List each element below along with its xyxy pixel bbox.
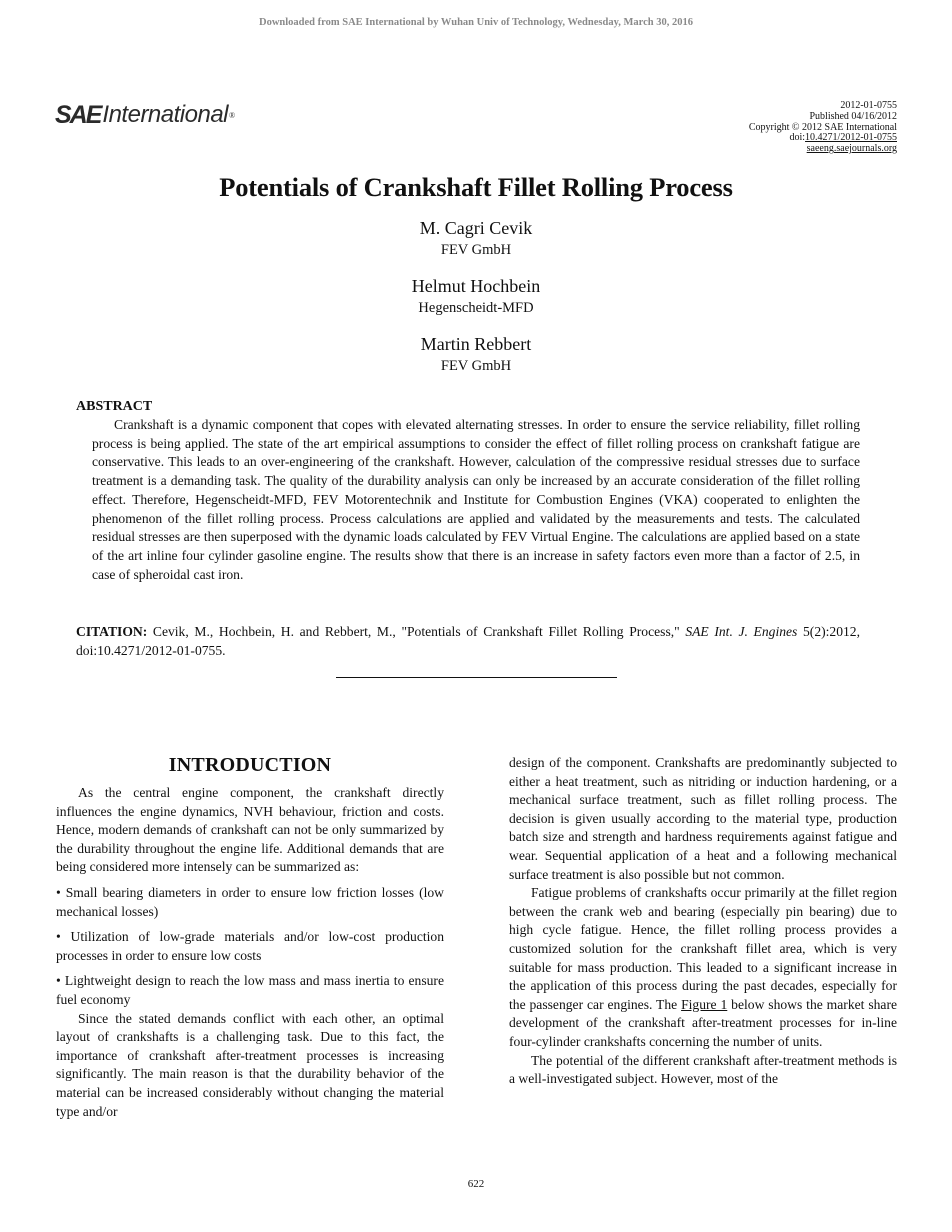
page-number: 622 xyxy=(467,1178,485,1190)
abstract-heading: ABSTRACT xyxy=(76,399,153,414)
author-affiliation: FEV GmbH xyxy=(440,242,512,258)
journal-site-link[interactable]: saeeng.saejournals.org xyxy=(806,143,897,155)
publication-meta xyxy=(749,101,897,155)
paragraph-text: Fatigue problems of crankshafts occur primarily at the fillet region between the crank web and bearing (especially pin bearing) due to high cycle fatigue. Hence, the fillet rolling process provides a customized solution for the crankshaft fillet area, which is very suitable for mass production. This leaded to a significant increase in the application of this process during the past decades, especially for the passenger car engines. The xyxy=(509,885,897,1012)
citation xyxy=(76,623,860,660)
divider-rule xyxy=(336,677,617,678)
sae-international-logo xyxy=(55,100,235,130)
author-affiliation: Hegenscheidt-MFD xyxy=(418,300,534,316)
bullet-item: • Utilization of low-grade materials and/or low-cost production processes in order to ensure low costs xyxy=(56,929,444,963)
author-affiliation: FEV GmbH xyxy=(440,358,512,374)
paragraph: The potential of the different crankshaft after-treatment methods is a well-investigated subject. However, most of the xyxy=(509,1052,897,1087)
paragraph: Since the stated demands conflict with each other, an optimal layout of crankshafts is a challenging task. Due to this fact, the importance of crankshaft after-treatment processes is increasing significantly. The main reason is that the durability behavior of the material can be increased considerably without changing the material type and/or xyxy=(56,1010,444,1119)
author-name: Martin Rebbert xyxy=(420,334,532,354)
copyright: Copyright © 2012 SAE International xyxy=(748,121,897,133)
paragraph xyxy=(509,884,897,1051)
author-name: M. Cagri Cevik xyxy=(419,218,533,238)
logo-international-text: International xyxy=(102,101,228,128)
section-heading-introduction: INTRODUCTION xyxy=(168,754,332,776)
download-banner: Downloaded from SAE International by Wuhan Univ of Technology, Wednesday, March 30, 2016 xyxy=(259,17,693,28)
doi-prefix: doi: xyxy=(789,132,806,144)
right-column xyxy=(509,754,897,1089)
paper-title: Potentials of Crankshaft Fillet Rolling Process xyxy=(219,172,733,202)
citation-text: Cevik, M., Hochbein, H. and Rebbert, M., "Potentials of Crankshaft Fillet Rolling Process," xyxy=(147,624,686,639)
bullet-item: • Lightweight design to reach the low mass and mass inertia to ensure fuel economy xyxy=(56,973,444,1007)
logo-sae-text: SAE xyxy=(55,100,101,129)
paragraph: As the central engine component, the crankshaft directly influences the engine dynamics, NVH behaviour, friction and costs. Hence, modern demands of crankshaft can not be only summarized by the durability throughout the engine life. Additional demands that are being considered more intensely can be summarized as: xyxy=(56,785,444,875)
doi-link[interactable]: 10.4271/2012-01-0755 xyxy=(805,132,897,144)
citation-label: CITATION: xyxy=(76,624,148,639)
bullet-item: • Small bearing diameters in order to ensure low friction losses (low mechanical losses) xyxy=(56,884,444,919)
citation-volume: 5(2):2012, doi:10.4271/2012-01-0755. xyxy=(76,624,860,658)
citation-journal: SAE Int. J. Engines xyxy=(685,624,798,639)
paragraph: design of the component. Crankshafts are predominantly subjected to either a heat treatment, such as nitriding or induction hardening, or a mechanical surface treatment, such as fillet rolling process. The decision is given usually according to the material type, production batch size and strength and hardness requirements against fatigue and wear. Sequential application of a heat and a following mechanical surface treatment is also possible but not common. xyxy=(509,755,897,882)
figure-1-link[interactable]: Figure 1 xyxy=(681,996,728,1012)
registered-mark: ® xyxy=(229,110,236,120)
paragraph-text: below shows the market share development of the crankshaft after-treatment processes for in-line four-cylinder crankshafts concerning the number of units. xyxy=(509,996,898,1049)
abstract-text: Crankshaft is a dynamic component that copes with elevated alternating stresses. In order to ensure the service reliability, fillet rolling process is being applied. The state of the art empirical assumptions to consider the effect of fillet rolling process on crankshaft fatigue are conservative. This leads to an over-engineering of the crankshaft. However, calculation of the compressive residual stresses due to surface treatment is a demanding task. The quality of the durability analysis can only be increased by an accurate consideration of the fillet rolling effect. Therefore, Hegenscheidt-MFD, FEV Motorentechnik and Institute for Combustion Engines (VKA) cooperated to enlighten the phenomenon of the fillet rolling process. Process calculations are applied and validated by the measurements and tests. The calculated residual stresses are then superposed with the dynamic loads calculated by FEV Virtual Engine. The calculations are applied based on a state of the art inline four cylinder gasoline engine. The results show that there is an increase in safety factors even more than a factor of 2.5, in case of spheroidal cast iron. xyxy=(92,417,860,582)
paper-id: 2012-01-0755 xyxy=(840,100,897,111)
published-date: Published 04/16/2012 xyxy=(809,110,897,122)
left-column xyxy=(56,784,444,1121)
author-name: Helmut Hochbein xyxy=(411,276,541,296)
